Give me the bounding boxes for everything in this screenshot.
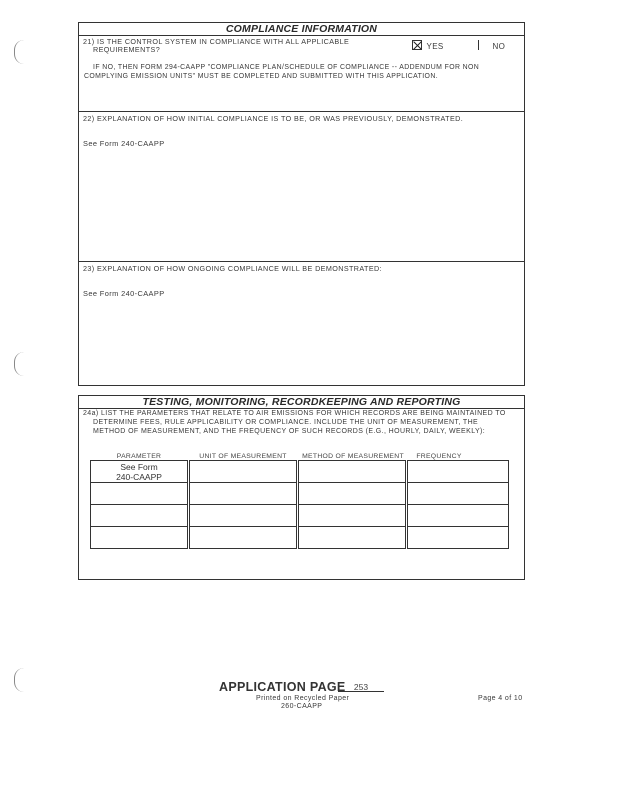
table-cell-unit[interactable] [189,483,298,505]
q21-question-line2: REQUIREMENTS? [93,45,161,54]
table-cell-parameter[interactable] [91,461,189,483]
table-row [91,527,509,549]
table-cell-frequency[interactable] [407,527,509,549]
table-cell-parameter[interactable] [91,527,189,549]
column-header-unit: UNIT OF MEASUREMENT [199,453,287,460]
table-row [91,505,509,527]
q21-instruction-line1: IF NO, THEN FORM 294-CAAPP "COMPLIANCE PLAN/SCHEDULE OF COMPLIANCE -- ADDENDUM FOR NON [93,64,480,71]
column-header-frequency: FREQUENCY [416,453,462,460]
table-cell-method[interactable] [298,461,407,483]
application-page-label: APPLICATION PAGE [219,680,346,694]
table-row [91,461,509,483]
q23-answer: See Form 240-CAAPP [83,289,165,298]
cell-text-line1: See Form [120,462,158,472]
testing-title: TESTING, MONITORING, RECORDKEEPING AND REPORTING [79,396,524,409]
q22-answer: See Form 240-CAAPP [83,139,165,148]
table-cell-unit[interactable] [189,527,298,549]
q21-instruction-line2: COMPLYING EMISSION UNITS" MUST BE COMPLETED AND SUBMITTED WITH THIS APPLICATION. [84,73,439,80]
q24-line1: 24a) LIST THE PARAMETERS THAT RELATE TO AIR EMISSIONS FOR WHICH RECORDS ARE BEING MAINTAINED TO [83,410,506,417]
divider [79,111,524,112]
no-option[interactable] [478,36,505,54]
scan-mark [14,668,25,692]
q23-question: 23) EXPLANATION OF HOW ONGOING COMPLIANCE WILL BE DEMONSTRATED: [83,264,383,273]
compliance-section [78,22,525,386]
no-checkbox[interactable] [478,40,488,50]
table-cell-method[interactable] [298,505,407,527]
yes-checkbox[interactable] [412,40,422,50]
table-cell-parameter[interactable] [91,505,189,527]
scan-mark [14,352,25,376]
q21-question-line1: 21) IS THE CONTROL SYSTEM IN COMPLIANCE WITH ALL APPLICABLE [83,37,350,46]
column-header-method: METHOD OF MEASUREMENT [302,453,404,460]
page-number: 253 [353,682,369,692]
q24-line2: DETERMINE FEES, RULE APPLICABILITY OR COMPLIANCE. INCLUDE THE UNIT OF MEASUREMENT, THE [93,419,479,426]
table-cell-frequency[interactable] [407,505,509,527]
column-header-parameter: PARAMETER [116,453,162,460]
cell-text-line2: 240-CAAPP [116,472,162,482]
page-number-field [338,677,384,692]
yes-label: YES [426,42,444,51]
table-cell-method[interactable] [298,527,407,549]
parameter-table [90,460,509,549]
table-cell-method[interactable] [298,483,407,505]
compliance-title: COMPLIANCE INFORMATION [79,23,524,36]
page-of: Page 4 of 10 [478,695,523,702]
no-label: NO [492,42,506,51]
q22-question: 22) EXPLANATION OF HOW INITIAL COMPLIANCE IS TO BE, OR WAS PREVIOUSLY, DEMONSTRATED. [83,114,464,123]
divider [79,261,524,262]
form-id: 260-CAAPP [281,703,323,710]
table-cell-parameter[interactable] [91,483,189,505]
q24-line3: METHOD OF MEASUREMENT, AND THE FREQUENCY OF SUCH RECORDS (E.G., HOURLY, DAILY, WEEKLY): [93,428,486,435]
table-cell-unit[interactable] [189,505,298,527]
yes-option[interactable] [412,36,444,54]
printed-note: Printed on Recycled Paper [256,695,350,702]
scan-mark [14,40,25,64]
table-cell-unit[interactable] [189,461,298,483]
table-cell-frequency[interactable] [407,461,509,483]
table-row [91,483,509,505]
table-cell-frequency[interactable] [407,483,509,505]
